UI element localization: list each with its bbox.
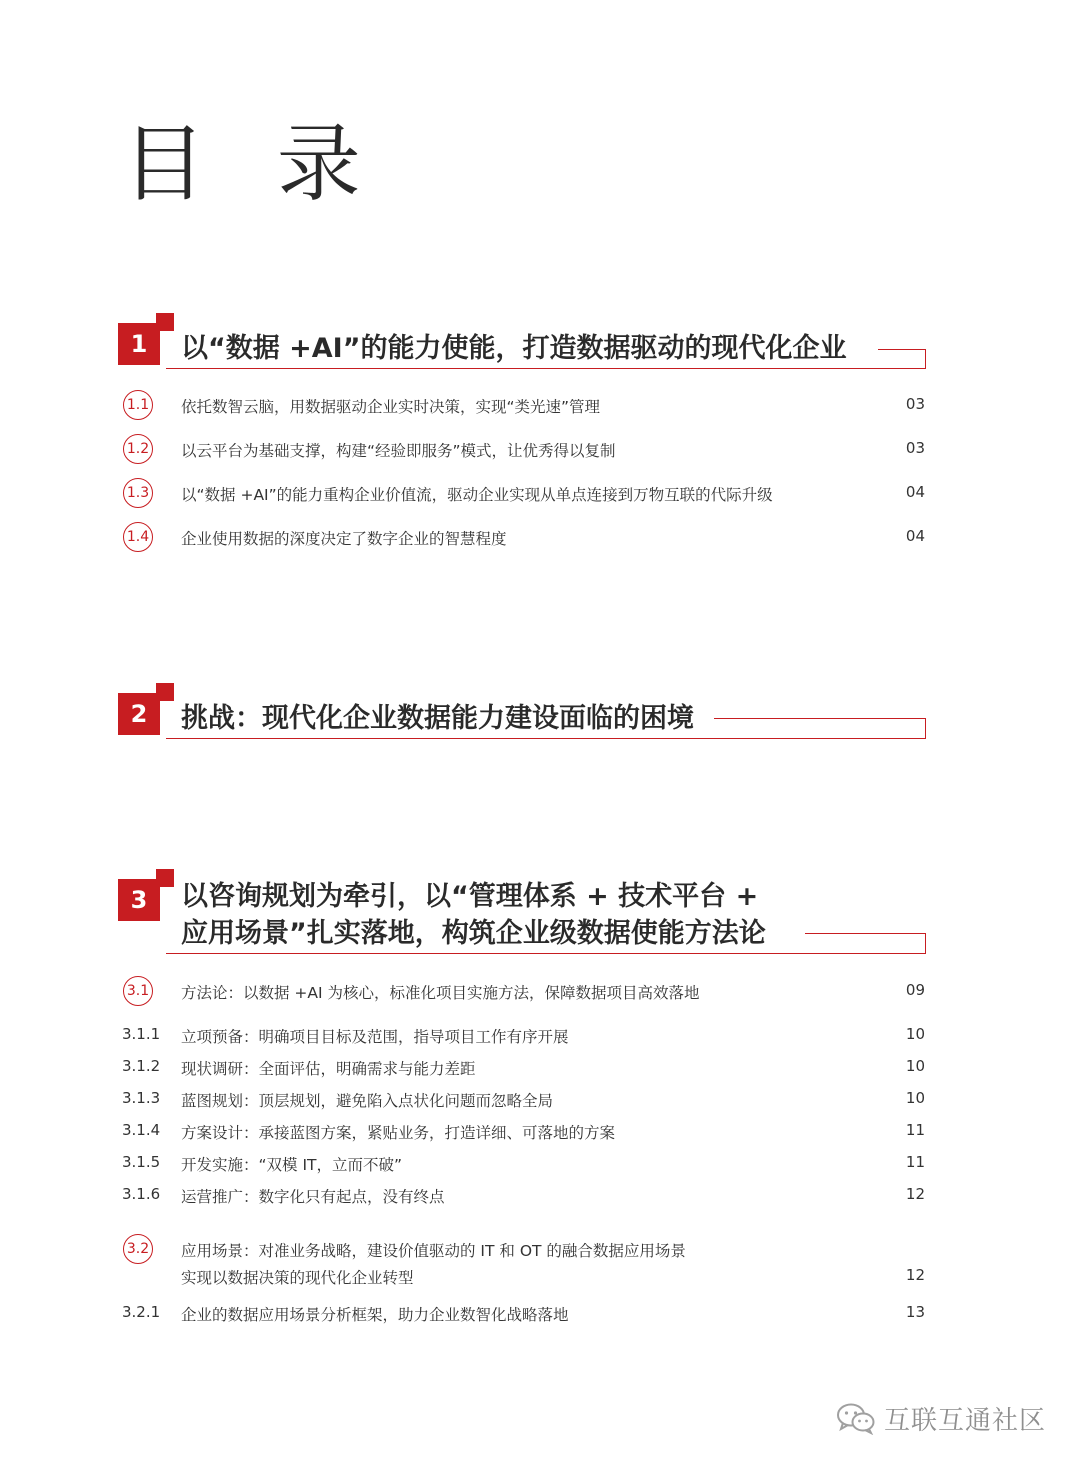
section-title[interactable] <box>181 330 846 367</box>
entry-number-circle: 3.2 <box>123 1234 153 1264</box>
toc-entry[interactable] <box>0 1148 1080 1178</box>
entry-number: 3.1.6 <box>122 1185 161 1203</box>
entry-page-number: 04 <box>905 527 925 545</box>
section-number: 2 <box>118 693 160 735</box>
section-number: 3 <box>118 879 160 921</box>
toc-entry[interactable] <box>0 434 1080 464</box>
entry-page-number: 10 <box>905 1025 925 1043</box>
entry-page-number: 03 <box>905 395 925 413</box>
title-rule-tail <box>878 349 926 350</box>
entry-number-circle: 1.3 <box>123 478 153 508</box>
entry-page-number: 11 <box>905 1121 925 1139</box>
entry-title: 立项预备：明确项目目标及范围，指导项目工作有序开展 <box>181 1028 569 1046</box>
entry-title: 运营推广：数字化只有起点，没有终点 <box>181 1188 445 1206</box>
entry-title: 以“数据 +AI”的能力重构企业价值流，驱动企业实现从单点连接到万物互联的代际升级 <box>181 486 773 504</box>
entry-number: 3.1.4 <box>122 1121 161 1139</box>
section-title-line: 以咨询规划为牵引，以“管理体系 + 技术平台 + <box>181 881 759 912</box>
entry-number: 3.1.1 <box>122 1025 161 1043</box>
section-number-badge <box>118 313 176 371</box>
entry-title: 现状调研：全面评估，明确需求与能力差距 <box>181 1060 476 1078</box>
watermark <box>836 1398 1046 1438</box>
toc-entry[interactable] <box>0 1180 1080 1210</box>
title-rule-tick <box>925 933 926 953</box>
toc-entry[interactable] <box>0 522 1080 552</box>
section-title[interactable] <box>181 878 766 952</box>
entry-title: 开发实施：“双模 IT，立而不破” <box>181 1156 403 1174</box>
entry-number-circle: 1.4 <box>123 522 153 552</box>
title-rule <box>166 738 926 739</box>
entry-title: 企业使用数据的深度决定了数字企业的智慧程度 <box>181 530 507 548</box>
watermark-text: 互联互通社区 <box>884 1405 1047 1436</box>
entry-page-number: 10 <box>905 1057 925 1075</box>
entry-page-number: 12 <box>905 1266 925 1284</box>
entry-number-circle: 1.1 <box>123 390 153 420</box>
entry-page-number: 11 <box>905 1153 925 1171</box>
entry-page-number: 12 <box>905 1185 925 1203</box>
section-number-badge <box>118 683 176 741</box>
title-rule-tail <box>805 933 926 934</box>
entry-title: 方法论：以数据 +AI 为核心，标准化项目实施方法，保障数据项目高效落地 <box>181 984 700 1002</box>
entry-page-number: 13 <box>905 1303 925 1321</box>
entry-number: 3.1.3 <box>122 1089 161 1107</box>
toc-entry[interactable] <box>0 1084 1080 1114</box>
entry-title: 蓝图规划：顶层规划，避免陷入点状化问题而忽略全局 <box>181 1092 554 1110</box>
entry-title: 企业的数据应用场景分析框架，助力企业数智化战略落地 <box>181 1306 569 1324</box>
toc-entry[interactable] <box>0 976 1080 1006</box>
section-title-line: 应用场景”扎实落地，构筑企业级数据使能方法论 <box>181 918 766 949</box>
section-title[interactable] <box>181 700 694 737</box>
entry-title: 依托数智云脑，用数据驱动企业实时决策，实现“类光速”管理 <box>181 398 601 416</box>
section-number-badge <box>118 869 176 927</box>
page-title: 目 录 <box>122 115 383 213</box>
entry-title: 方案设计：承接蓝图方案，紧贴业务，打造详细、可落地的方案 <box>181 1124 616 1142</box>
entry-title: 应用场景：对准业务战略，建设价值驱动的 IT 和 OT 的融合数据应用场景 <box>181 1242 686 1260</box>
toc-entry[interactable] <box>0 1116 1080 1146</box>
title-rule-tail <box>714 718 926 719</box>
section-number: 1 <box>118 323 160 365</box>
toc-entry[interactable] <box>0 1020 1080 1050</box>
entry-number-circle: 3.1 <box>123 976 153 1006</box>
entry-page-number: 10 <box>905 1089 925 1107</box>
section-title-line: 以“数据 +AI”的能力使能，打造数据驱动的现代化企业 <box>181 333 847 364</box>
entry-page-number: 04 <box>905 483 925 501</box>
title-rule <box>166 953 926 954</box>
entry-number: 3.1.5 <box>122 1153 161 1171</box>
title-rule <box>166 368 926 369</box>
entry-number: 3.2.1 <box>122 1303 161 1321</box>
toc-entry[interactable] <box>0 478 1080 508</box>
title-rule-tick <box>925 349 926 368</box>
toc-entry[interactable] <box>0 390 1080 420</box>
toc-entry[interactable] <box>0 1234 1080 1294</box>
wechat-icon <box>836 1401 876 1435</box>
toc-entry[interactable] <box>0 1052 1080 1082</box>
entry-number-circle: 1.2 <box>123 434 153 464</box>
title-rule-tick <box>925 718 926 738</box>
entry-title-continued: 实现以数据决策的现代化企业转型 <box>181 1269 414 1287</box>
toc-entry[interactable] <box>0 1298 1080 1328</box>
entry-page-number: 09 <box>905 981 925 999</box>
entry-page-number: 03 <box>905 439 925 457</box>
entry-title: 以云平台为基础支撑，构建“经验即服务”模式，让优秀得以复制 <box>181 442 616 460</box>
section-title-line: 挑战：现代化企业数据能力建设面临的困境 <box>181 703 694 734</box>
entry-number: 3.1.2 <box>122 1057 161 1075</box>
